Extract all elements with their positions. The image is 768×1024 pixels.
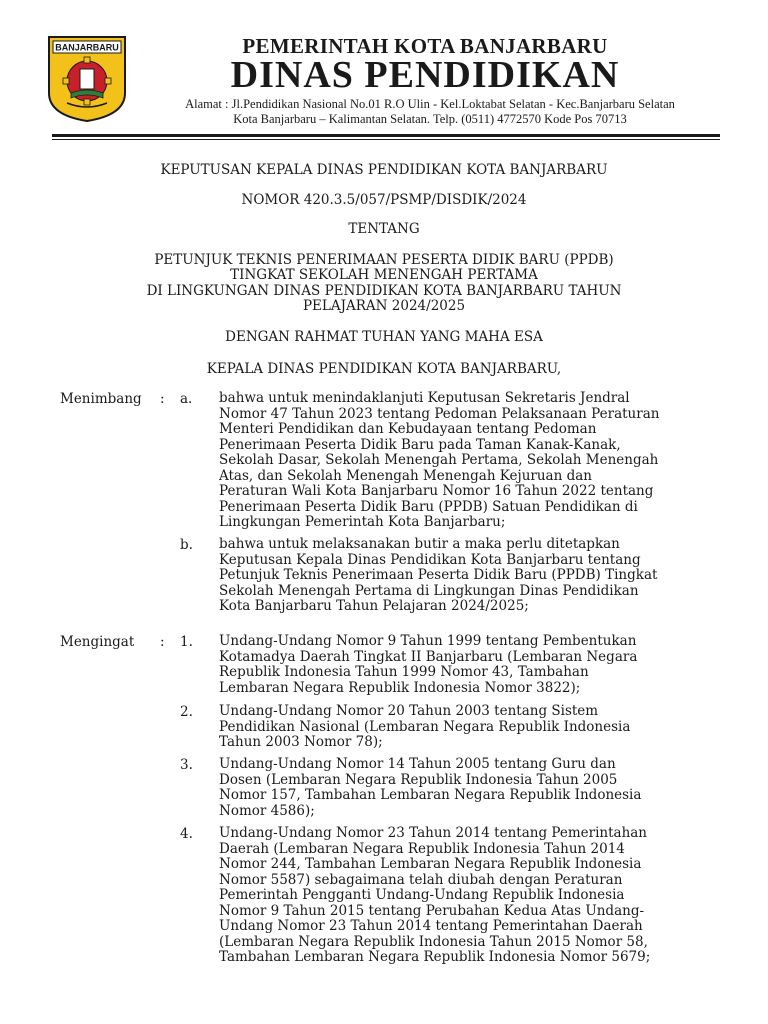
government-name: PEMERINTAH KOTA BANJARBARU — [242, 34, 608, 58]
mengingat-label: Mengingat — [60, 634, 135, 650]
menimbang-item-a — [219, 391, 711, 531]
text-line: Lembaran Negara Republik Indonesia Nomor 3822); — [219, 680, 581, 696]
text-line: bahwa untuk melaksanakan butir a maka perlu ditetapkan — [219, 537, 620, 552]
text-line: Menteri Pendidikan dan Kebudayaan tentang Pedoman — [219, 422, 597, 437]
item-marker: a. — [180, 391, 193, 407]
text-line: Penerimaan Peserta Didik Baru pada Taman Kanak-Kanak, — [219, 437, 621, 453]
text-line: Undang-Undang Nomor 23 Tahun 2014 tentang Pemerintahan — [219, 826, 648, 841]
logo-text: BANJARBARU — [55, 42, 119, 53]
text-line: Tahun 2003 Nomor 78); — [219, 735, 383, 750]
department-name: DINAS PENDIDIKAN — [230, 54, 620, 96]
mengingat-item-3 — [219, 757, 711, 819]
text-line: Peraturan Wali Kota Banjarbaru Nomor 16 Tahun 2022 tentang — [219, 484, 654, 499]
decree-title: KEPUTUSAN KEPALA DINAS PENDIDIKAN KOTA BANJARBARU — [160, 162, 608, 178]
decree-number: NOMOR 420.3.5/057/PSMP/DISDIK/2024 — [241, 192, 527, 208]
text-line: Nomor 157, Tambahan Lembaran Negara Republik Indonesia — [219, 788, 642, 803]
menimbang-label: Menimbang — [60, 391, 142, 407]
text-line: Daerah (Lembaran Negara Republik Indonesia Tahun 2014 — [219, 841, 625, 857]
subject-line: DI LINGKUNGAN DINAS PENDIDIKAN KOTA BANJARBARU TAHUN — [146, 283, 622, 299]
text-line: Dosen (Lembaran Negara Republik Indonesia Tahun 2005 — [219, 772, 618, 788]
text-line: Tambahan Lembaran Negara Republik Indonesia Nomor 5679; — [219, 950, 651, 965]
text-line: Republik Indonesia Tahun 1999 Nomor 43, Tambahan — [219, 665, 589, 680]
text-line: (Lembaran Negara Republik Indonesia Tahun 2015 Nomor 58, — [219, 934, 648, 950]
mengingat-item-1 — [219, 634, 711, 696]
text-line: Penerimaan Peserta Didik Baru (PPDB) Satuan Pendidikan di — [219, 499, 638, 515]
text-line: Lingkungan Pemerintah Kota Banjarbaru; — [219, 515, 506, 530]
text-line: Pemerintah Pengganti Undang-Undang Republik Indonesia — [219, 888, 625, 903]
text-line: Undang-Undang Nomor 9 Tahun 1999 tentang Pembentukan — [219, 634, 637, 649]
text-line: Kotamadya Daerah Tingkat II Banjarbaru (Lembaran Negara — [219, 649, 638, 665]
decree-about: TENTANG — [348, 221, 420, 237]
blessing-line: DENGAN RAHMAT TUHAN YANG MAHA ESA — [225, 329, 543, 345]
item-marker: 1. — [180, 634, 193, 650]
text-line: Pendidikan Nasional (Lembaran Negara Republik Indonesia — [219, 719, 631, 735]
letterhead-rule-thin — [52, 139, 720, 140]
text-line: Nomor 47 Tahun 2023 tentang Pedoman Pelaksanaan Peraturan — [219, 406, 660, 422]
mengingat-item-4 — [219, 826, 711, 966]
text-line: Petunjuk Teknis Penerimaan Peserta Didik Baru (PPDB) Tingkat — [219, 568, 658, 583]
text-line: Nomor 4586); — [219, 803, 315, 819]
authority-line: KEPALA DINAS PENDIDIKAN KOTA BANJARBARU, — [206, 361, 562, 377]
text-line: bahwa untuk menindaklanjuti Keputusan Sekretaris Jendral — [219, 391, 630, 406]
text-line: Nomor 9 Tahun 2015 tentang Perubahan Kedua Atas Undang- — [219, 903, 645, 919]
address-line-2: Kota Banjarbaru – Kalimantan Selatan. Telp. (0511) 4772570 Kode Pos 70713 — [233, 112, 627, 126]
text-line: Keputusan Kepala Dinas Pendidikan Kota Banjarbaru tentang — [219, 552, 641, 568]
text-line: Nomor 244, Tambahan Lembaran Negara Republik Indonesia — [219, 857, 642, 872]
text-line: Sekolah Dasar, Sekolah Menengah Pertama, Sekolah Menengah — [219, 453, 659, 468]
mengingat-colon: : — [160, 634, 165, 650]
letterhead-rule-thick — [52, 134, 720, 137]
text-line: Undang-Undang Nomor 14 Tahun 2005 tentang Guru dan — [219, 757, 616, 772]
city-emblem-logo — [47, 35, 127, 123]
text-line: Nomor 5587) sebagaimana telah diubah dengan Peraturan — [219, 872, 623, 888]
subject-line: PETUNJUK TEKNIS PENERIMAAN PESERTA DIDIK BARU (PPDB) — [154, 252, 614, 268]
item-marker: b. — [180, 537, 193, 553]
text-line: Sekolah Menengah Pertama di Lingkungan Dinas Pendidikan — [219, 583, 639, 599]
mengingat-item-2 — [219, 704, 711, 751]
menimbang-colon: : — [160, 391, 165, 407]
text-line: Kota Banjarbaru Tahun Pelajaran 2024/2025; — [219, 599, 529, 614]
subject-line: PELAJARAN 2024/2025 — [302, 298, 466, 314]
text-line: Atas, dan Sekolah Menengah Menengah Kejuruan dan — [219, 468, 592, 484]
subject-line: TINGKAT SEKOLAH MENENGAH PERTAMA — [230, 267, 538, 283]
text-line: Undang Nomor 23 Tahun 2014 tentang Pemerintahan Daerah — [219, 919, 643, 934]
item-marker: 4. — [180, 826, 193, 842]
item-marker: 2. — [180, 704, 193, 720]
item-marker: 3. — [180, 757, 193, 773]
text-line: Undang-Undang Nomor 20 Tahun 2003 tentang Sistem — [219, 704, 599, 719]
menimbang-item-b — [219, 537, 711, 615]
address-line-1: Alamat : Jl.Pendidikan Nasional No.01 R.O Ulin - Kel.Loktabat Selatan - Kec.Banjarbaru Selatan — [185, 97, 675, 111]
